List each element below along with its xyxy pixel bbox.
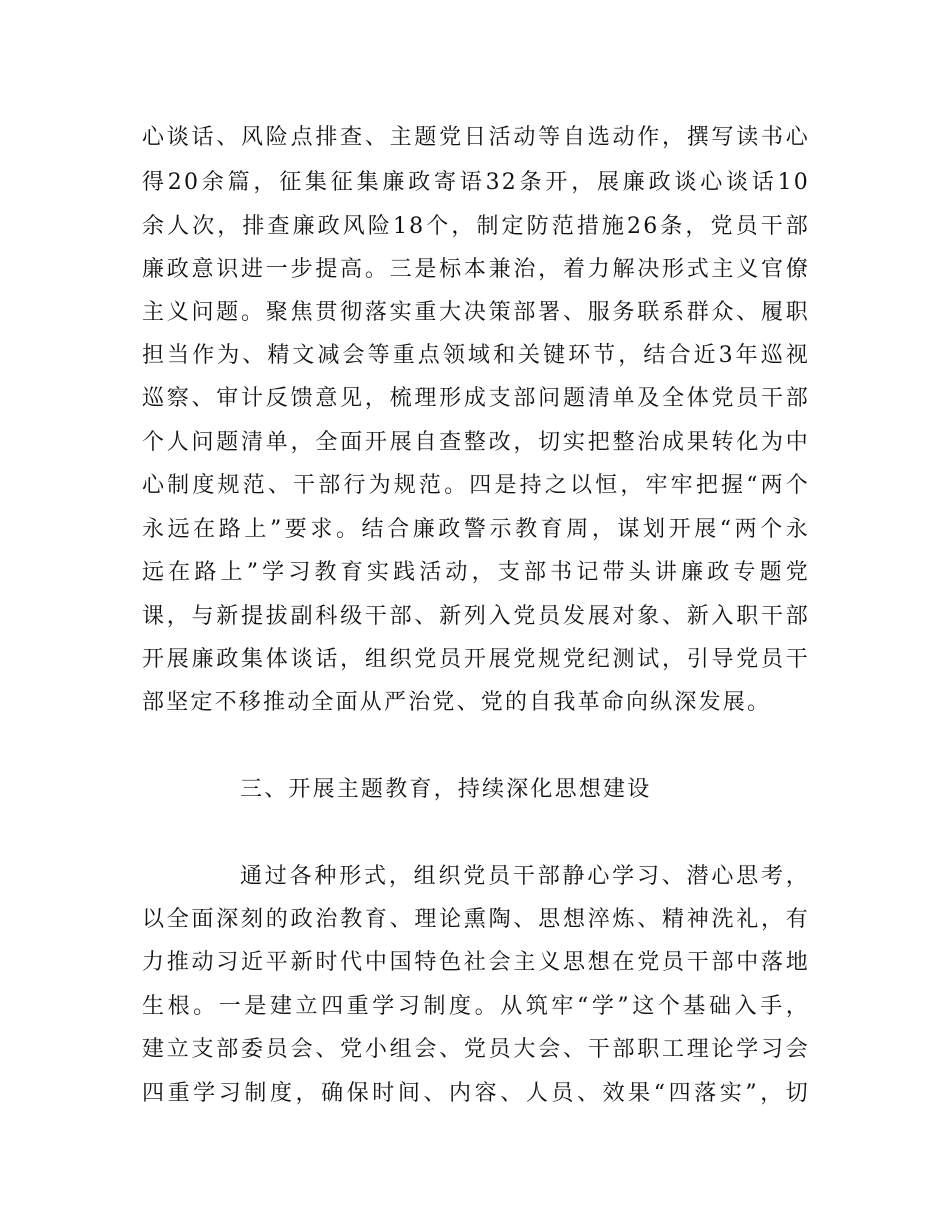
paragraph-line: 余人次，排查廉政风险18个，制定防范措施26条，党员干部 (142, 214, 810, 239)
paragraph-line: 力推动习近平新时代中国特色社会主义思想在党员干部中落地 (142, 950, 810, 975)
paragraph-line: 开展廉政集体谈话，组织党员开展党规党纪测试，引导党员干 (142, 647, 810, 672)
paragraph-line: 担当作为、精文减会等重点领域和关键环节，结合近3年巡视 (142, 343, 810, 368)
paragraph-line: 四重学习制度，确保时间、内容、人员、效果“四落实”，切 (142, 1081, 810, 1106)
paragraph-line: 个人问题清单，全面开展自查整改，切实把整治成果转化为中 (142, 430, 810, 455)
paragraph-line: 廉政意识进一步提高。三是标本兼治，着力解决形式主义官僚 (142, 257, 810, 282)
paragraph-first-line: 通过各种形式，组织党员干部静心学习、潜心思考， (240, 864, 810, 889)
paragraph-line: 巡察、审计反馈意见，梳理形成支部问题清单及全体党员干部 (142, 386, 810, 411)
paragraph-line: 课，与新提拔副科级干部、新列入党员发展对象、新入职干部 (142, 604, 810, 629)
paragraph-line: 部坚定不移推动全面从严治党、党的自我革命向纵深发展。 (142, 690, 772, 715)
paragraph-line: 以全面深刻的政治教育、理论熏陶、思想淬炼、精神洗礼，有 (142, 907, 810, 932)
paragraph-line: 得20余篇，征集征集廉政寄语32条开，展廉政谈心谈话10 (142, 170, 810, 195)
paragraph-line: 主义问题。聚焦贯彻落实重大决策部署、服务联系群众、履职 (142, 300, 810, 325)
paragraph-line: 生根。一是建立四重学习制度。从筑牢“学”这个基础入手， (142, 994, 810, 1019)
paragraph-line: 建立支部委员会、党小组会、党员大会、干部职工理论学习会 (142, 1037, 810, 1062)
paragraph-line: 永远在路上”要求。结合廉政警示教育周，谋划开展“两个永 (142, 517, 810, 542)
paragraph-line: 心制度规范、干部行为规范。四是持之以恒，牢牢把握“两个 (142, 473, 810, 498)
section-heading: 三、开展主题教育，持续深化思想建设 (240, 777, 652, 802)
paragraph-line: 远在路上”学习教育实践活动，支部书记带头讲廉政专题党 (142, 560, 810, 585)
paragraph-line: 心谈话、风险点排查、主题党日活动等自选动作，撰写读书心 (142, 125, 810, 150)
